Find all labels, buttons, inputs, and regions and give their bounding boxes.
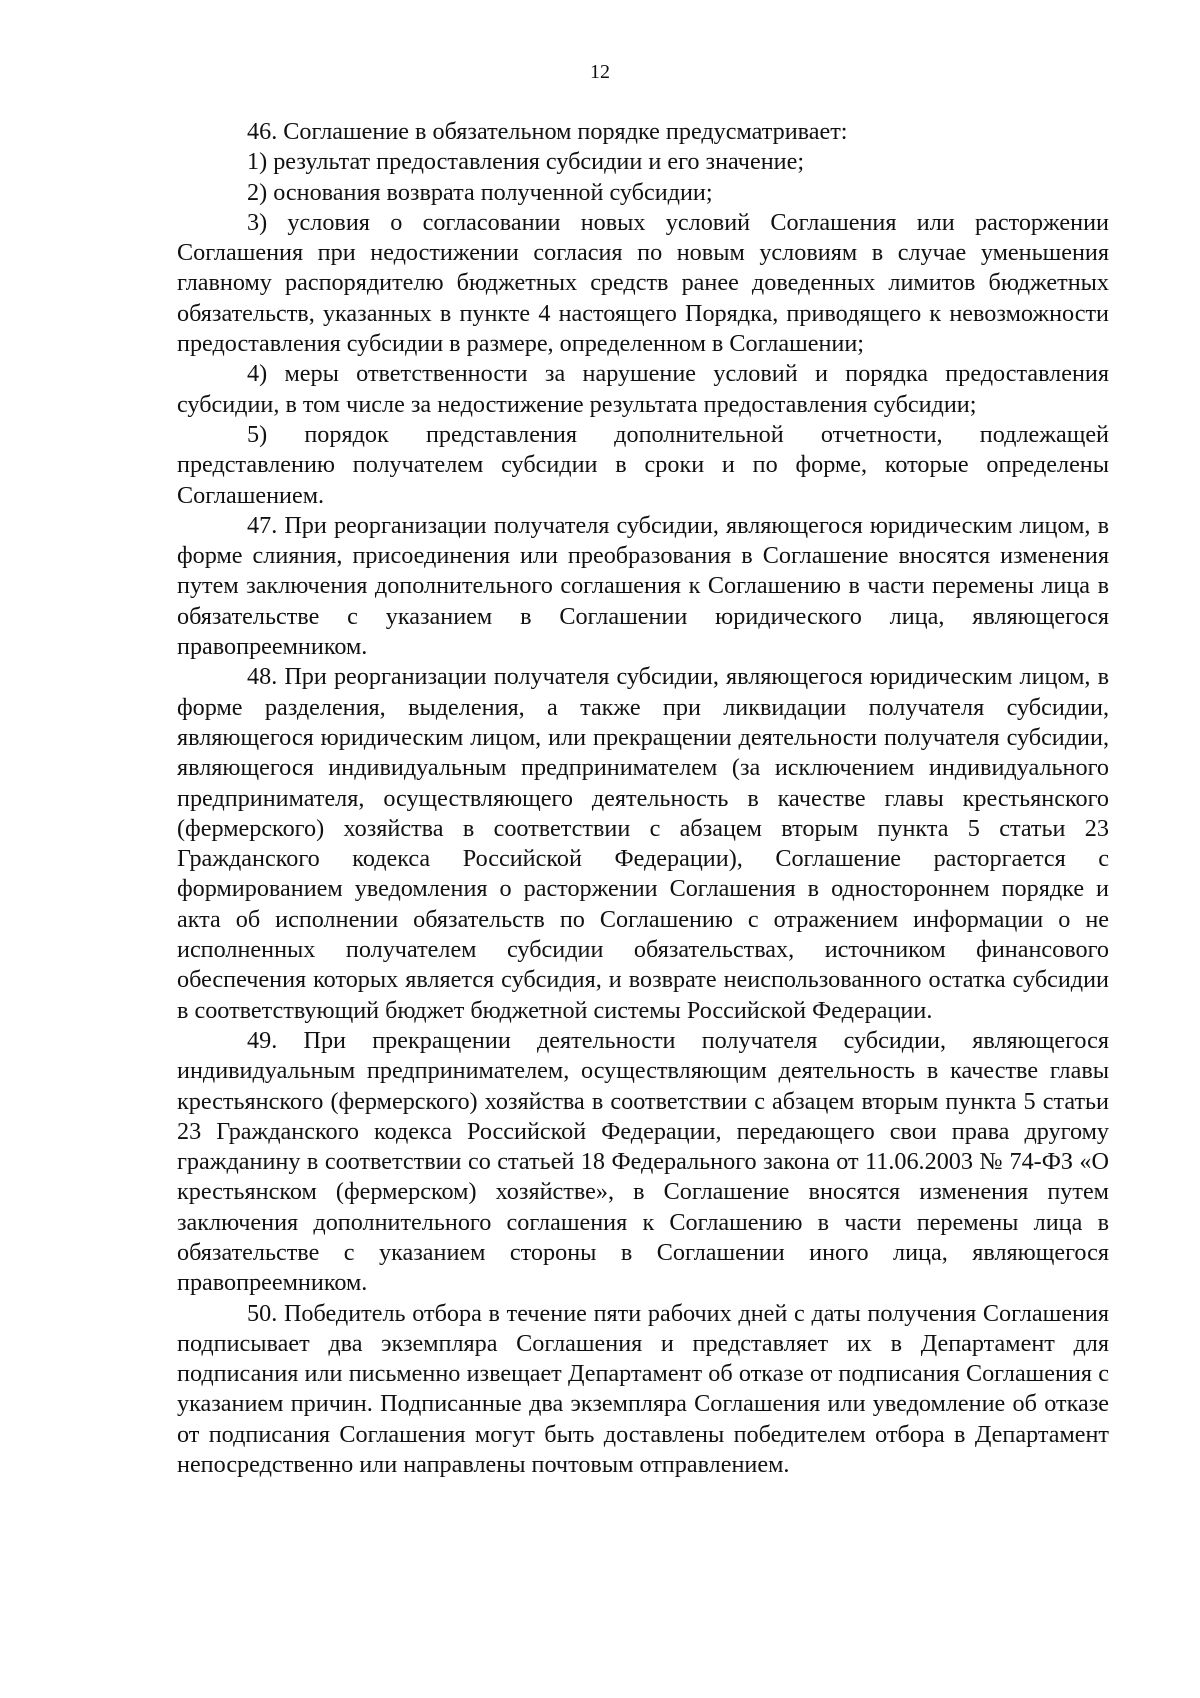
paragraph-47: 47. При реорганизации получателя субсидии, являющегося юридическим лицом, в форме слияния, присоединения или преобразования в Соглашение вносятся изменения путем заключения дополнительного соглашения к Соглашению в части перемены лица в обязательстве с указанием в Соглашении юридического лица, являющегося правопреемником. — [177, 511, 1109, 661]
paragraph-46-item-4: 4) меры ответственности за нарушение условий и порядка предоставления субсидии, в том числе за недостижение результата предоставления субсидии; — [177, 360, 1109, 418]
paragraph-46-item-3: 3) условия о согласовании новых условий Соглашения или расторжении Соглашения при недостижении согласия по новым условиям в случае уменьшения главному распорядителю бюджетных средств ранее доведенных лимитов бюджетных обязательств, указанных в пункте 4 настоящего Порядка, приводящего к невозможности предоставления субсидии в размере, определенном в Соглашении; — [177, 208, 1109, 358]
paragraph-48: 48. При реорганизации получателя субсидии, являющегося юридическим лицом, в форме разделения, выделения, а также при ликвидации получателя субсидии, являющегося юридическим лицом, или прекращении деятельности получателя субсидии, являющегося индивидуальным предпринимателем (за исключением индивидуального предпринимателя, осуществляющего деятельность в качестве главы крестьянского (фермерского) хозяйства в соответствии с абзацем вторым пункта 5 статьи 23 Гражданского кодекса Российской Федерации), Соглашение расторгается с формированием уведомления о расторжении Соглашения в одностороннем порядке и акта об исполнении обязательств по Соглашению с отражением информации о не исполненных получателем субсидии обязательствах, источником финансового обеспечения которых является субсидия, и возврате неиспользованного остатка субсидии в соответствующий бюджет бюджетной системы Российской Федерации. — [177, 663, 1109, 1024]
paragraph-46-item-5: 5) порядок представления дополнительной отчетности, подлежащей представлению получателем субсидии в сроки и по форме, которые определены Соглашением. — [177, 420, 1109, 509]
paragraph-49: 49. При прекращении деятельности получателя субсидии, являющегося индивидуальным предпринимателем, осуществляющим деятельность в качестве главы крестьянского (фермерского) хозяйства в соответствии с абзацем вторым пункта 5 статьи 23 Гражданского кодекса Российской Федерации, передающего свои права другому гражданину в соответствии со статьей 18 Федерального закона от 11.06.2003 № 74-ФЗ «О крестьянском (фермерском) хозяйстве», в Соглашение вносятся изменения путем заключения дополнительного соглашения к Соглашению в части перемены лица в обязательстве с указанием стороны в Соглашении иного лица, являющегося правопреемником. — [177, 1026, 1109, 1297]
paragraph-50: 50. Победитель отбора в течение пяти рабочих дней с даты получения Соглашения подписывает два экземпляра Соглашения и представляет их в Департамент для подписания или письменно извещает Департамент об отказе от подписания Соглашения с указанием причин. Подписанные два экземпляра Соглашения или уведомление об отказе от подписания Соглашения могут быть доставлены победителем отбора в Департамент непосредственно или направлены почтовым отправлением. — [177, 1299, 1109, 1479]
paragraph-46-item-2: 2) основания возврата полученной субсидии; — [247, 178, 713, 206]
paragraph-46-heading: 46. Соглашение в обязательном порядке предусматривает: — [247, 118, 848, 145]
page-number: 12 — [590, 61, 610, 83]
document-body — [177, 117, 1109, 1480]
paragraph-46-item-1: 1) результат предоставления субсидии и его значение; — [247, 148, 805, 176]
